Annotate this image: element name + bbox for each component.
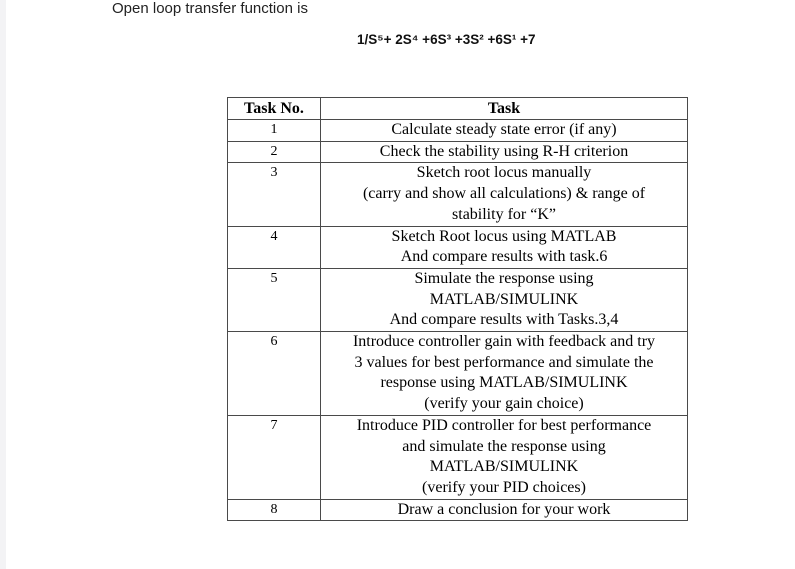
task-line: and simulate the response using [402,437,606,455]
task-description [321,141,688,163]
page-left-edge [0,0,6,569]
task-number: 6 [228,332,321,416]
task-number: 4 [228,226,321,268]
task-description [321,332,688,416]
header-task: Task [321,98,688,120]
task-line: Sketch Root locus using MATLAB [391,227,617,245]
table-row [228,163,688,226]
task-line: Check the stability using R-H criterion [379,142,629,160]
table-row [228,415,688,499]
task-number: 1 [228,120,321,142]
table-row [228,499,688,521]
task-line: response using MATLAB/SIMULINK [380,374,628,392]
task-description [321,226,688,268]
task-line: (verify your PID choices) [422,478,586,496]
task-line: Introduce PID controller for best performance [356,416,652,434]
task-line: (carry and show all calculations) & range of [362,185,646,203]
task-description [321,415,688,499]
tasks-table-body [228,120,688,521]
intro-text: Open loop transfer function is [112,0,308,17]
task-number: 8 [228,499,321,521]
task-line: Introduce controller gain with feedback and try [352,333,656,351]
table-header-row [228,98,688,120]
header-task-number: Task No. [228,98,321,120]
task-description [321,268,688,331]
task-description [321,120,688,142]
transfer-function-formula: 1/S⁵+ 2S⁴ +6S³ +3S² +6S¹ +7 [357,32,536,47]
task-line: (verify your gain choice) [424,395,584,413]
table-row [228,141,688,163]
task-number: 7 [228,415,321,499]
task-line: 3 values for best performance and simulate the [354,353,654,371]
task-number: 5 [228,268,321,331]
task-line: stability for “K” [452,205,556,223]
task-line: And compare results with task.6 [400,248,608,266]
task-line: And compare results with Tasks.3,4 [389,311,619,329]
task-line: Calculate steady state error (if any) [391,121,617,138]
task-description [321,499,688,521]
task-line: Draw a conclusion for your work [397,500,611,518]
table-row [228,226,688,268]
task-line: MATLAB/SIMULINK [429,290,579,308]
table-row [228,120,688,142]
task-line: Simulate the response using [414,269,594,287]
table-row [228,332,688,416]
tasks-table [227,97,688,521]
task-line: MATLAB/SIMULINK [429,458,579,476]
task-line: Sketch root locus manually [416,164,592,182]
task-description [321,163,688,226]
task-number: 2 [228,141,321,163]
table-row [228,268,688,331]
task-number: 3 [228,163,321,226]
